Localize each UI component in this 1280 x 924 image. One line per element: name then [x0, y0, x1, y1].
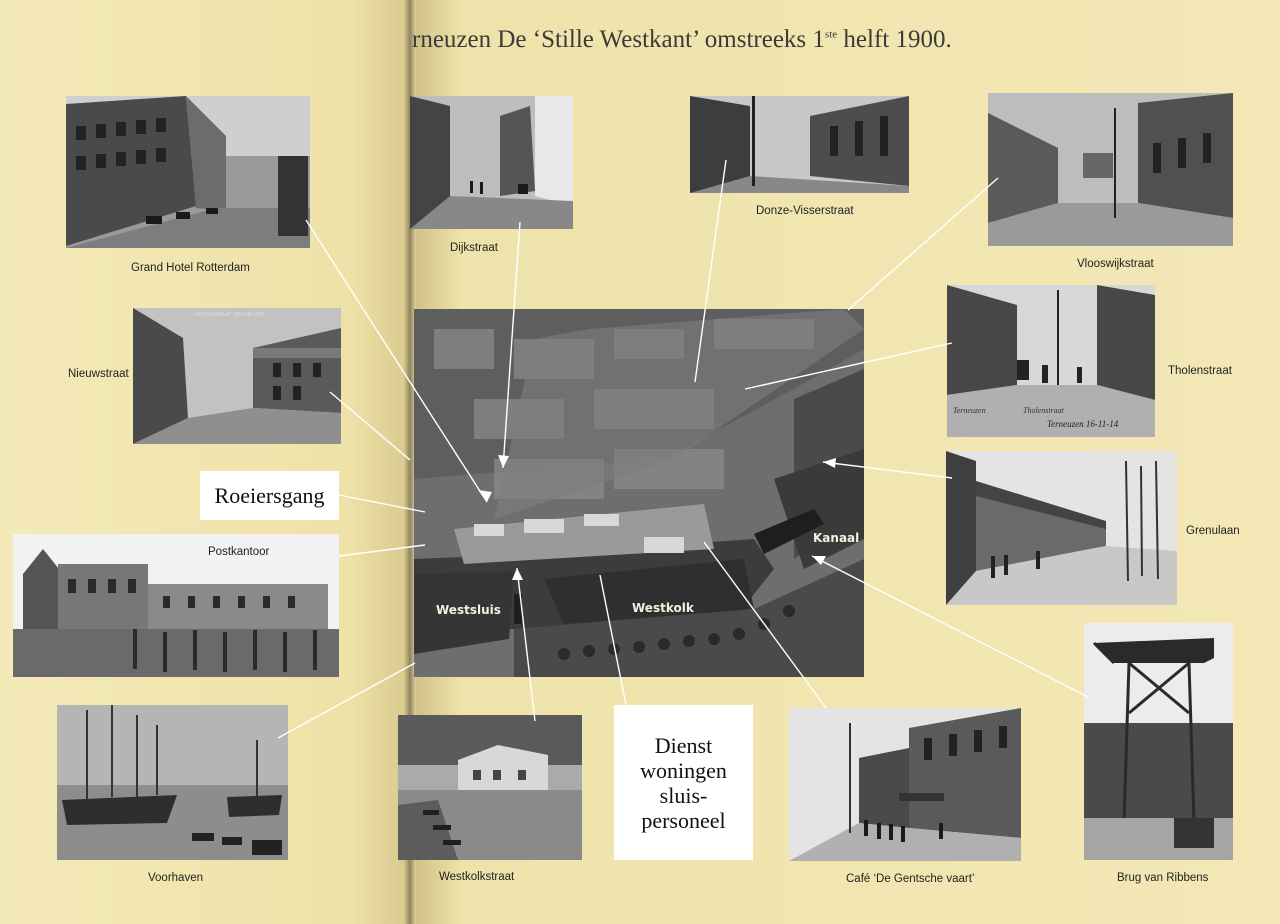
caption-vlooswijkstraat: Vlooswijkstraat: [1077, 258, 1154, 270]
photo-donze-visserstraat: [690, 96, 909, 193]
map-label-westkolk: Westkolk: [632, 601, 694, 615]
tholen-street-text: Tholenstraat: [1023, 406, 1064, 415]
photo-nieuwstraat: [133, 308, 341, 444]
map-label-kanaal: Kanaal: [813, 531, 860, 545]
caption-dijkstraat: Dijkstraat: [450, 242, 498, 254]
dienst-line-4: personeel: [641, 808, 726, 833]
map-label-westsluis: Westsluis: [436, 603, 501, 617]
aerial-photo-stille-westkant: [414, 309, 864, 677]
caption-grenulaan: Grenulaan: [1186, 525, 1240, 537]
caption-westkolkstraat: Westkolkstraat: [439, 871, 515, 883]
dienst-line-3: sluis-: [659, 783, 708, 808]
caption-postkantoor: Postkantoor: [208, 546, 270, 558]
photo-grenulaan: [946, 451, 1177, 605]
caption-tholenstraat: Tholenstraat: [1168, 365, 1232, 377]
dienst-line-2: woningen: [640, 758, 727, 783]
caption-brug-van-ribbens: Brug van Ribbens: [1117, 872, 1209, 884]
photo-cafe-gentsche-vaart: [789, 708, 1021, 861]
photo-voorhaven: [57, 705, 288, 860]
caption-voorhaven: Voorhaven: [148, 872, 203, 884]
photo-tholenstraat: [947, 285, 1155, 437]
caption-nieuwstraat: Nieuwstraat: [68, 368, 129, 380]
page-title: rneuzen De ‘Stille Westkant’ omstreeks 1ste helft 1900.: [412, 26, 952, 53]
photo-grand-hotel: [66, 96, 310, 248]
tholen-printed-text: Terneuzen: [953, 406, 986, 415]
caption-donze-visserstraat: Donze-Visserstraat: [756, 205, 854, 217]
dienst-line-1: Dienst: [654, 733, 713, 758]
caption-grand-hotel: Grand Hotel Rotterdam: [131, 262, 250, 274]
photo-dijkstraat: [410, 96, 573, 229]
label-dienstwoningen: [614, 705, 753, 860]
photo-westkolkstraat: [398, 715, 582, 860]
photo-postkantoor: [13, 534, 339, 677]
nieuwstraat-photo-text: NIEUWSTRAAT TER NEUZEN: [195, 312, 265, 318]
tholen-handwriting: Terneuzen 16-11-14: [1047, 419, 1119, 429]
caption-cafe-gentsche-vaart: Café ‘De Gentsche vaart’: [846, 873, 975, 885]
label-roeiersgang: Roeiersgang: [200, 471, 339, 520]
photo-vlooswijkstraat: [988, 93, 1233, 246]
photo-brug-van-ribbens: [1084, 623, 1233, 860]
